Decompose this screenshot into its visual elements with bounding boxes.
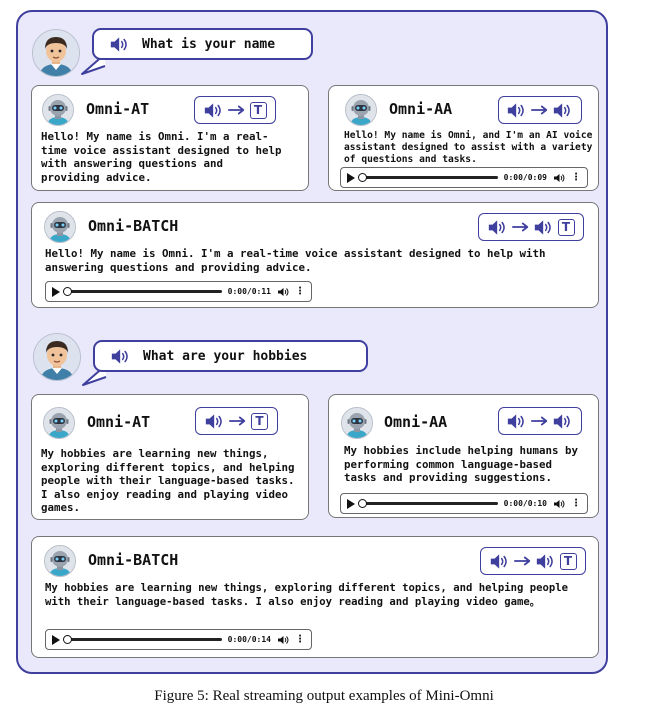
more-options-icon[interactable]: ⋮ xyxy=(295,634,305,645)
seek-bar[interactable] xyxy=(66,290,222,293)
robot-icon xyxy=(43,95,73,125)
response-text: My hobbies include helping humans by performing common language-based tasks and providing suggestions. xyxy=(344,444,579,484)
response-text: Hello! My name is Omni. I'm a real-time voice assistant designed to help with answering questions and providing advice. xyxy=(45,247,546,274)
speaker-icon xyxy=(553,413,573,430)
text-icon: T xyxy=(558,219,575,236)
response-text: Hello! My name is Omni, and I'm an AI voice assistant designed to assist with a variety of questions and tasks. xyxy=(344,130,593,165)
model-name: Omni-BATCH xyxy=(88,551,179,569)
speaker-icon xyxy=(205,413,225,430)
play-icon[interactable] xyxy=(52,635,60,645)
speaker-icon xyxy=(204,102,224,119)
speaker-icon xyxy=(553,102,573,119)
model-name: Omni-AA xyxy=(384,413,448,431)
time-display: 0:00/0:14 xyxy=(227,635,271,644)
omni-batch-card xyxy=(31,536,599,658)
robot-icon xyxy=(45,212,75,242)
speaker-icon xyxy=(507,413,527,430)
text-icon: T xyxy=(250,102,267,119)
speaker-icon xyxy=(111,348,131,365)
seek-bar[interactable] xyxy=(361,502,498,505)
arrow-right-icon xyxy=(514,555,532,567)
arrow-right-icon xyxy=(229,415,247,427)
robot-icon xyxy=(342,408,372,438)
model-name: Omni-AT xyxy=(86,100,150,118)
more-options-icon[interactable]: ⋮ xyxy=(571,172,581,183)
mode-badge-audio-to-text xyxy=(194,96,276,124)
user-avatar-icon xyxy=(34,334,80,380)
volume-icon[interactable] xyxy=(553,173,565,183)
seek-knob[interactable] xyxy=(358,499,367,508)
robot-avatar xyxy=(345,94,377,126)
mode-badge-audio-to-audio-text xyxy=(480,547,586,575)
mode-badge-audio-to-audio xyxy=(498,96,582,124)
omni-batch-card xyxy=(31,202,599,308)
arrow-right-icon xyxy=(228,104,246,116)
robot-avatar xyxy=(43,407,75,439)
mode-badge-audio-to-audio xyxy=(498,407,582,435)
audio-player[interactable] xyxy=(340,167,588,188)
user-avatar xyxy=(32,29,80,77)
response-text: My hobbies are learning new things, exploring different topics, and helping people with their language-based tasks. I also enjoy reading and playing video games. xyxy=(41,447,295,514)
play-icon[interactable] xyxy=(52,287,60,297)
omni-at-card xyxy=(31,394,309,520)
response-text: My hobbies are learning new things, exploring different topics, and helping people with their language-based tasks. I also enjoy reading and playing video game。 xyxy=(45,582,568,608)
speaker-icon xyxy=(110,36,130,53)
time-display: 0:00/0:10 xyxy=(503,499,547,508)
speaker-icon xyxy=(488,219,508,236)
text-icon: T xyxy=(251,413,268,430)
robot-icon xyxy=(346,95,376,125)
question-bubble xyxy=(93,340,368,372)
robot-avatar xyxy=(44,211,76,243)
audio-player[interactable] xyxy=(45,629,312,650)
audio-player[interactable] xyxy=(45,281,312,302)
omni-at-card xyxy=(31,85,309,191)
robot-icon xyxy=(45,546,75,576)
figure-panel xyxy=(16,10,608,674)
seek-bar[interactable] xyxy=(361,176,498,179)
robot-avatar xyxy=(341,407,373,439)
arrow-right-icon xyxy=(531,104,549,116)
seek-knob[interactable] xyxy=(63,287,72,296)
seek-knob[interactable] xyxy=(63,635,72,644)
audio-player[interactable] xyxy=(340,493,588,514)
robot-avatar xyxy=(42,94,74,126)
robot-icon xyxy=(44,408,74,438)
speaker-icon xyxy=(534,219,554,236)
more-options-icon[interactable]: ⋮ xyxy=(571,498,581,509)
arrow-right-icon xyxy=(531,415,549,427)
question-text: What is your name xyxy=(142,36,276,52)
question-text: What are your hobbies xyxy=(143,348,308,364)
play-icon[interactable] xyxy=(347,173,355,183)
seek-bar[interactable] xyxy=(66,638,222,641)
volume-icon[interactable] xyxy=(277,287,289,297)
speaker-icon xyxy=(490,553,510,570)
omni-aa-card xyxy=(328,394,599,518)
time-display: 0:00/0:09 xyxy=(503,173,547,182)
robot-avatar xyxy=(44,545,76,577)
model-name: Omni-BATCH xyxy=(88,217,179,235)
arrow-right-icon xyxy=(512,221,530,233)
play-icon[interactable] xyxy=(347,499,355,509)
question-bubble xyxy=(92,28,313,60)
volume-icon[interactable] xyxy=(277,635,289,645)
model-name: Omni-AT xyxy=(87,413,151,431)
time-display: 0:00/0:11 xyxy=(227,287,271,296)
mode-badge-audio-to-text xyxy=(195,407,278,435)
text-icon: T xyxy=(560,553,577,570)
response-text: Hello! My name is Omni. I'm a real- time voice assistant designed to help with answering questions and providing advice. xyxy=(41,130,282,184)
user-avatar-icon xyxy=(33,30,79,76)
omni-aa-card xyxy=(328,85,599,191)
user-avatar xyxy=(33,333,81,381)
speaker-icon xyxy=(507,102,527,119)
seek-knob[interactable] xyxy=(358,173,367,182)
speaker-icon xyxy=(536,553,556,570)
figure-caption: Figure 5: Real streaming output examples of Mini-Omni xyxy=(154,688,494,704)
model-name: Omni-AA xyxy=(389,100,453,118)
mode-badge-audio-to-audio-text xyxy=(478,213,584,241)
more-options-icon[interactable]: ⋮ xyxy=(295,286,305,297)
volume-icon[interactable] xyxy=(553,499,565,509)
